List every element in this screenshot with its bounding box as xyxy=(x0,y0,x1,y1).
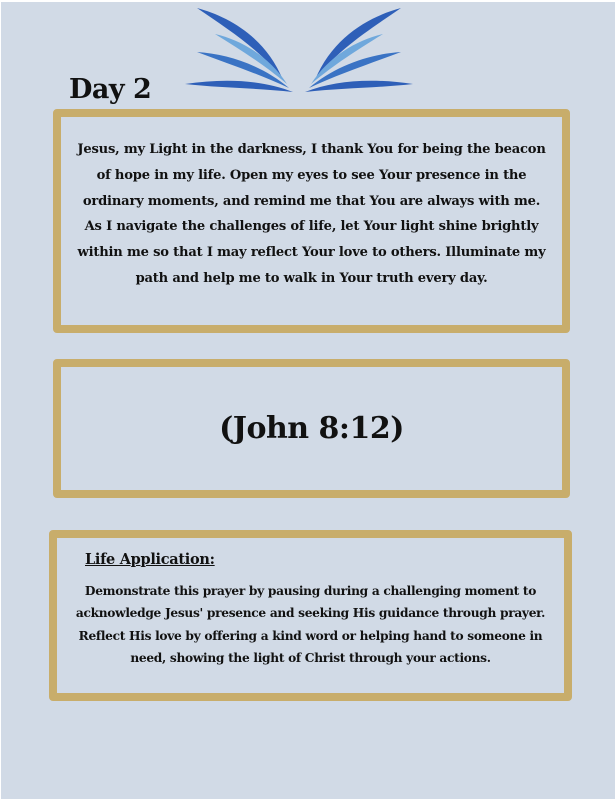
verse-reference: (John 8:12) xyxy=(219,411,404,446)
prayer-text: Jesus, my Light in the darkness, I thank You for being the beacon of hope in my life. Open my eyes to see Your presence in the ordinary moments, and remind me that You are always with me. As I navigate the challenges of life, let Your light shine brightly within me so that I may reflect Your love to others. Illuminate my path and help me to walk in Your truth every day. xyxy=(77,142,546,286)
prayer-box xyxy=(53,109,570,333)
life-application-box xyxy=(49,530,572,701)
open-book-wings-icon xyxy=(179,4,419,96)
day-title: Day 2 xyxy=(69,74,152,105)
verse-box xyxy=(53,359,570,498)
life-application-heading: Life Application: xyxy=(85,551,215,568)
devotional-page xyxy=(1,2,615,799)
life-application-text: Demonstrate this prayer by pausing during a challenging moment to acknowledge Jesus' presence and seeking His guidance through prayer. Reflect His love by offering a kind word or helping hand to someone in need, showing the light of Christ through your actions. xyxy=(75,584,546,666)
